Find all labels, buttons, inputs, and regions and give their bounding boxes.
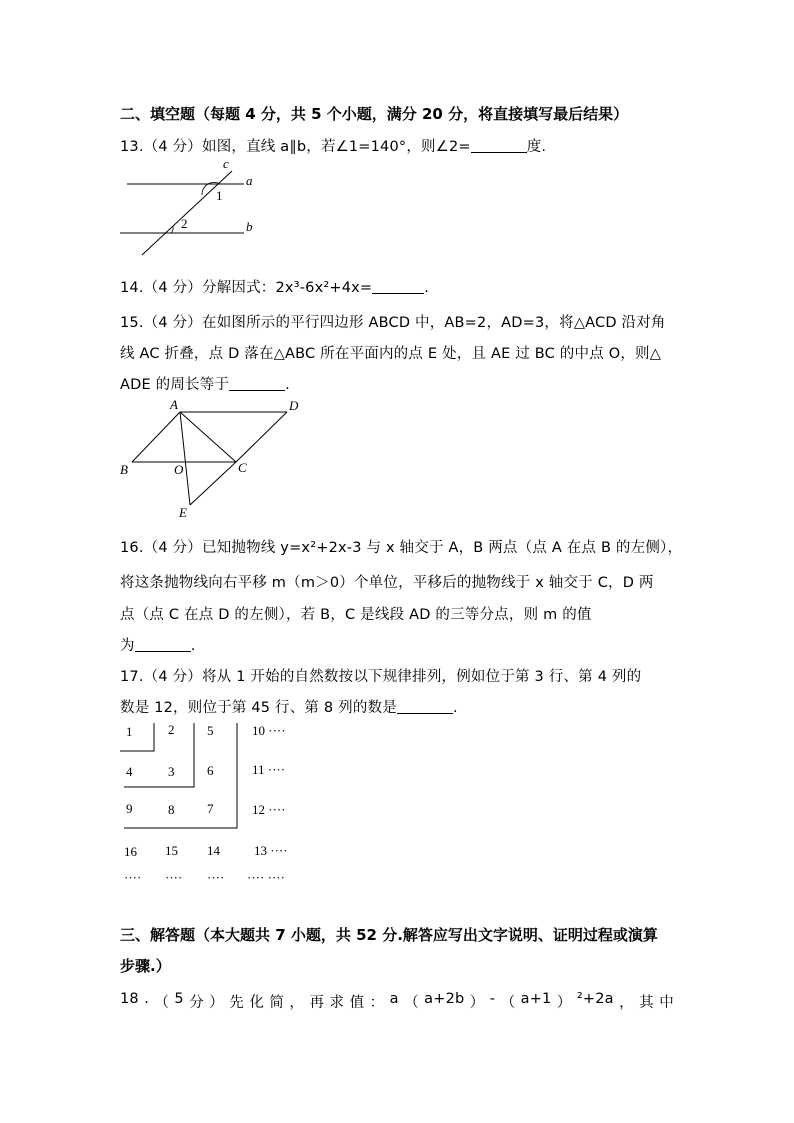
q18-line1 <box>120 991 674 1012</box>
q15-line3 <box>120 373 290 394</box>
label-c: c <box>223 156 229 171</box>
q18-token: ） <box>209 995 224 1011</box>
q14-text <box>120 276 429 297</box>
q18-token: 求 <box>329 995 345 1011</box>
label-D: D <box>289 398 299 413</box>
q18-token: （ <box>500 995 516 1011</box>
q17-answer-blank[interactable] <box>397 699 453 714</box>
q18-token: 值 <box>349 995 365 1011</box>
q16-answer-blank[interactable] <box>135 637 191 652</box>
q14-answer-blank[interactable] <box>372 279 424 294</box>
q13-figure <box>110 155 270 260</box>
grid-border-3 <box>124 723 237 828</box>
grid-cell: 5 <box>207 723 214 738</box>
q18-token: 其 <box>639 995 654 1011</box>
grid-cell: 10 ···· <box>252 723 286 738</box>
q13-text-before: 13.（4 分）如图，直线 a∥b，若∠1=140°，则∠2= <box>120 139 471 155</box>
label-B: B <box>120 462 128 477</box>
q18-token: 5 <box>174 991 184 1007</box>
q18-token: a <box>389 991 399 1007</box>
q18-token: 18 <box>120 991 139 1007</box>
grid-cell: 7 <box>207 801 214 816</box>
grid-cell: ···· <box>207 870 225 885</box>
q18-token: ） <box>556 995 572 1011</box>
section3-title-line1: 三、解答题（本大题共 7 小题，共 52 分.解答应写出文字说明、证明过程或演算 <box>120 926 658 944</box>
section2-title: 二、填空题（每题 4 分，共 5 个小题，满分 20 分，将直接填写最后结果） <box>120 105 629 123</box>
q18-token: 分 <box>189 995 204 1011</box>
q15-figure <box>110 395 310 525</box>
q18-token: 化 <box>249 995 265 1011</box>
q13-answer-blank[interactable] <box>471 138 527 153</box>
grid-border-2 <box>124 723 194 787</box>
label-O: O <box>174 462 184 477</box>
q15-line2: 线 AC 折叠，点 D 落在△ABC 所在平面内的点 E 处，且 AE 过 BC 的中点 O，则△ <box>120 346 662 362</box>
q15-line1: 15.（4 分）在如图所示的平行四边形 ABCD 中，AB=2，AD=3，将△ACD 沿对角 <box>120 315 666 331</box>
q16-line3: 点（点 C 在点 D 的左侧），若 B，C 是线段 AD 的三等分点，则 m 的值 <box>120 607 592 623</box>
label-b: b <box>246 219 253 234</box>
label-angle1: 1 <box>216 188 223 203</box>
q14-text-before: 14.（4 分）分解因式：2x³-6x²+4x= <box>120 280 373 296</box>
q18-token: a+2b <box>424 991 465 1007</box>
label-C: C <box>238 460 247 475</box>
q16-line4-before: 为 <box>120 638 135 654</box>
q18-token: ， <box>619 995 634 1011</box>
q18-token: ： <box>369 995 385 1011</box>
q15-answer-blank[interactable] <box>229 376 285 391</box>
grid-cell: 3 <box>168 764 175 779</box>
q16-line2: 将这条抛物线向右平移 m（m＞0）个单位，平移后的抛物线于 x 轴交于 C，D 两 <box>120 575 654 591</box>
q18-token: 先 <box>229 995 244 1011</box>
q17-line2-before: 数是 12，则位于第 45 行、第 8 列的数是 <box>120 700 397 716</box>
q16-line4-after: . <box>190 638 196 654</box>
grid-cell: ···· <box>124 870 142 885</box>
q16-line1: 16.（4 分）已知抛物线 y=x²+2x-3 与 x 轴交于 A，B 两点（点 A 在点 B 的左侧）， <box>120 540 683 556</box>
label-a: a <box>246 173 253 188</box>
q13-text-after: 度. <box>526 139 547 155</box>
q18-token: 再 <box>309 995 325 1011</box>
q18-token: （ <box>404 995 419 1011</box>
q18-token: - <box>489 991 496 1007</box>
label-angle2: 2 <box>181 216 188 231</box>
grid-cell: 6 <box>207 763 214 778</box>
q18-token: ， <box>289 995 305 1011</box>
q17-number-grid <box>110 715 310 890</box>
q18-token: a+1 <box>520 991 552 1007</box>
q16-line4 <box>120 634 196 655</box>
grid-cell: 2 <box>168 722 175 737</box>
q17-line2-after: . <box>452 700 458 716</box>
grid-cell: 8 <box>168 802 175 817</box>
q15-line3-before: ADE 的周长等于 <box>120 377 230 393</box>
grid-cell: 14 <box>207 843 220 858</box>
grid-cell: 12 ···· <box>252 802 286 817</box>
q13-text <box>120 135 546 156</box>
seg-AB <box>132 412 180 462</box>
q15-line3-after: . <box>285 377 290 393</box>
q18-spread <box>120 991 674 1012</box>
q18-token: （ <box>154 995 170 1011</box>
grid-cell: 15 <box>165 843 178 858</box>
grid-cell: 1 <box>126 724 133 739</box>
q17-line2 <box>120 696 458 717</box>
q14-text-after: . <box>424 280 430 296</box>
label-A: A <box>170 397 178 412</box>
grid-cell: 16 <box>124 844 137 859</box>
grid-cell: 11 ···· <box>252 762 286 777</box>
q17-line1: 17.（4 分）将从 1 开始的自然数按以下规律排列，例如位于第 3 行、第 4 列的 <box>120 669 642 685</box>
seg-DC <box>236 412 287 462</box>
grid-cell: ···· ···· <box>247 870 285 885</box>
seg-AC <box>180 412 236 462</box>
q18-token: 简 <box>269 995 285 1011</box>
q18-token: ） <box>469 995 485 1011</box>
grid-cell: 4 <box>126 764 133 779</box>
seg-CE <box>190 462 236 505</box>
seg-AE <box>180 412 190 505</box>
q18-token: ²+2a <box>576 991 614 1007</box>
grid-cell: ···· <box>165 870 183 885</box>
q18-token: . <box>144 991 150 1007</box>
grid-cell: 9 <box>126 801 133 816</box>
section3-title-line2: 步骤.） <box>120 957 171 975</box>
label-E: E <box>179 505 187 520</box>
q18-token: 中 <box>659 995 674 1011</box>
grid-cell: 13 ···· <box>254 843 288 858</box>
